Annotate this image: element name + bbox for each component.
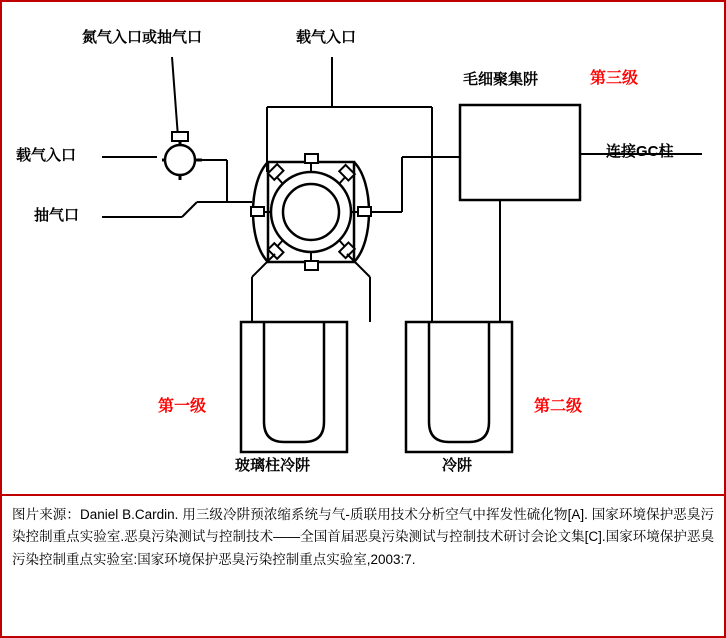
capillary-trap-box: [460, 105, 580, 200]
rotor-inner: [283, 184, 339, 240]
stage2-dewar: [406, 322, 512, 452]
label-vacuum-port: 抽气口: [34, 207, 80, 224]
figure-caption: 图片来源：Daniel B.Cardin. 用三级冷阱预浓缩系统与气-质联用技术分析空气中挥发性硫化物[A]. 国家环境保护恶臭污染控制重点实验室.恶臭污染测试与控制技术——全国首届恶臭污染测试与控制技术研讨会论文集[C].国家环境保护恶臭污染控制重点实验室:国家环境保护恶臭污染控制重点实验室,2003:7.: [12, 507, 714, 567]
label-capillary-trap: 毛细聚集阱: [463, 71, 539, 88]
label-stage-two: 第二级: [534, 398, 583, 415]
rotary-valve-body: [268, 162, 354, 262]
diagram-area: [2, 2, 724, 494]
label-carrier-gas-inlet-top: 载气入口: [296, 29, 357, 46]
four-way-valve: [165, 145, 195, 175]
label-stage-one: 第一级: [158, 398, 207, 415]
label-gc-column: 连接GC柱: [606, 143, 674, 160]
label-nitrogen-inlet: 氮气入口或抽气口: [82, 29, 203, 46]
label-glass-cold-trap: 玻璃柱冷阱: [235, 457, 311, 474]
stage1-dewar: [241, 322, 347, 452]
vacuum-diag: [182, 202, 197, 217]
label-stage-three: 第三级: [590, 70, 639, 87]
label-cold-trap: 冷阱: [442, 457, 473, 474]
stage1-u-tube: [264, 322, 324, 442]
stage2-u-tube: [429, 322, 489, 442]
label-carrier-gas-inlet-left: 载气入口: [16, 147, 77, 164]
leader-nitrogen: [172, 57, 178, 137]
